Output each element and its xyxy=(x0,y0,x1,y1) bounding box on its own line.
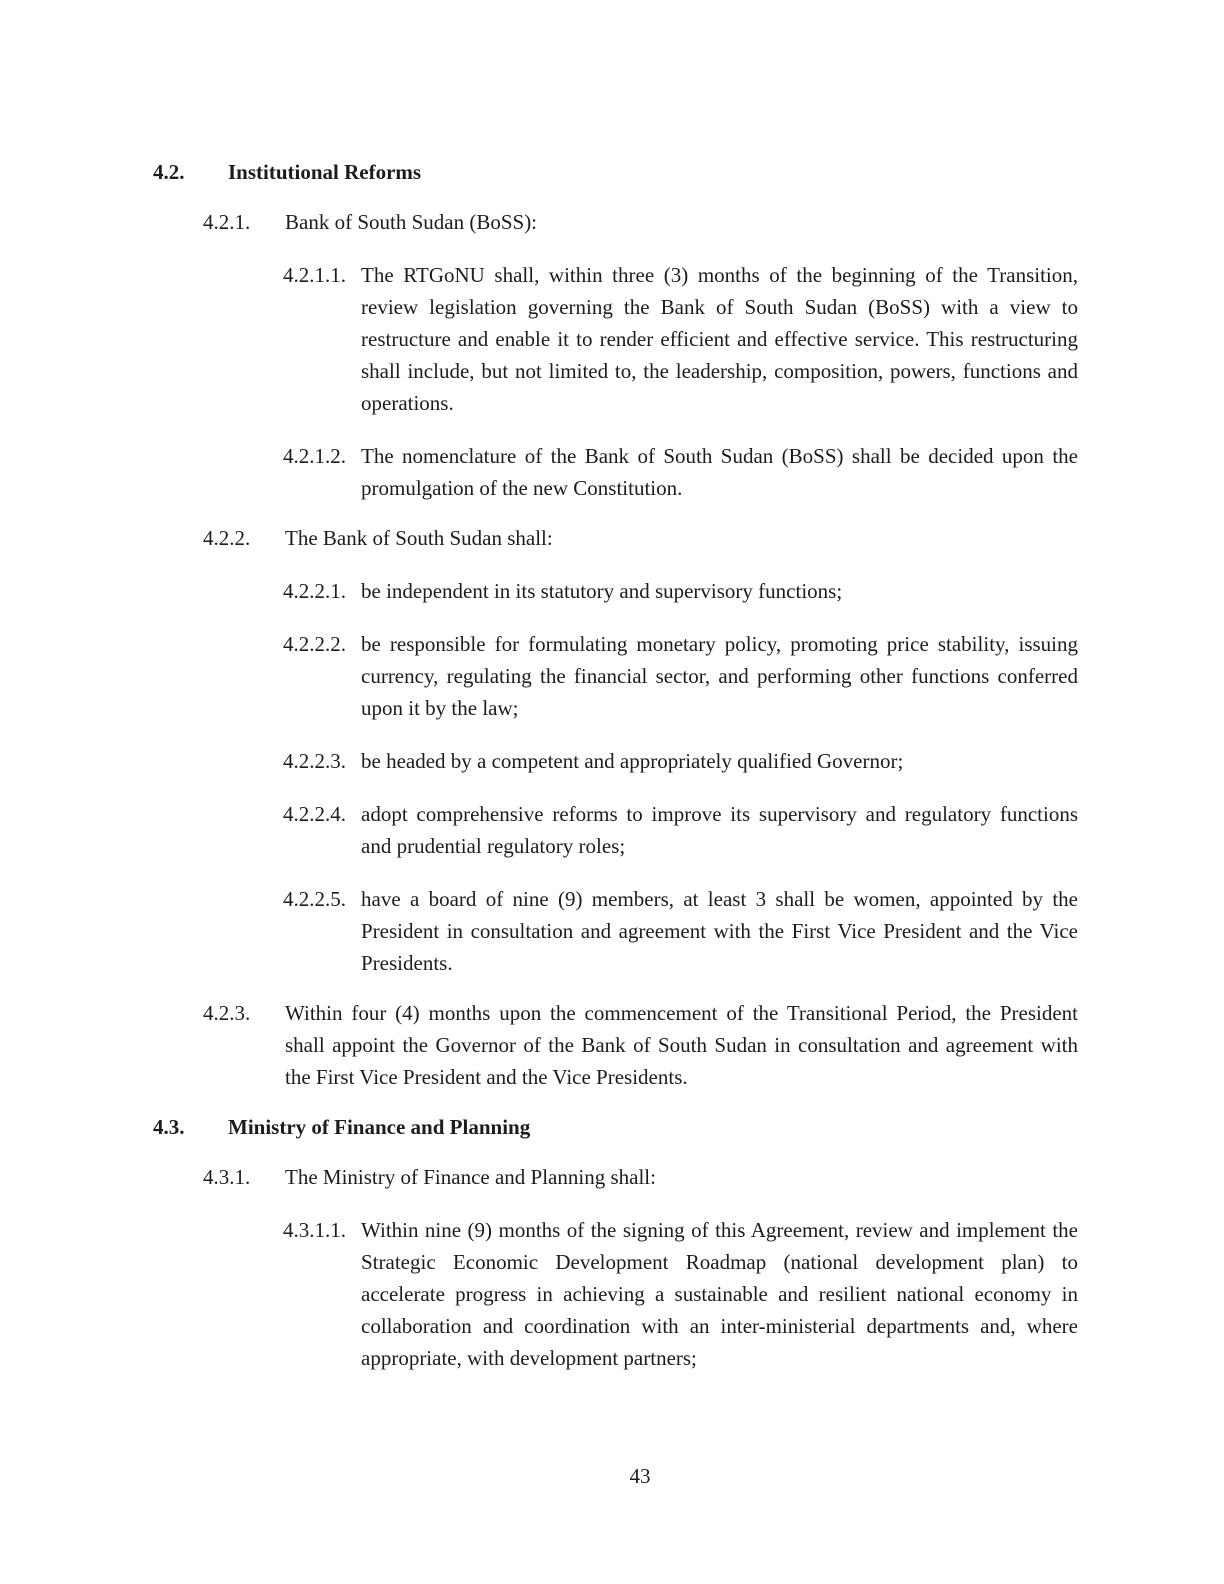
clause-number: 4.2.2.3. xyxy=(283,749,346,773)
clause-number: 4.3.1.1. xyxy=(283,1218,346,1242)
clause-text: The Ministry of Finance and Planning shall: xyxy=(285,1165,656,1189)
clause-4-2-1-1 xyxy=(283,259,1078,419)
clause-text: The RTGoNU shall, within three (3) months of the beginning of the Transition, review legislation governing the Bank of South Sudan (BoSS) with a view to restructure and enable it to render efficient and effective service. This restructuring shall include, but not limited to, the leadership, composition, powers, functions and operations. xyxy=(361,263,1078,415)
clause-number: 4.2.2.4. xyxy=(283,802,346,826)
clause-number: 4.2.2.1. xyxy=(283,579,346,603)
clause-4-2-2-2 xyxy=(283,628,1078,724)
section-title: Institutional Reforms xyxy=(228,160,422,184)
clause-number: 4.2.1.2. xyxy=(283,444,346,468)
clause-number: 4.2.2. xyxy=(203,526,251,550)
clause-4-3-1 xyxy=(203,1161,1078,1193)
section-number: 4.2. xyxy=(153,160,185,184)
clause-4-2-2-3 xyxy=(283,745,1078,777)
clause-text: be headed by a competent and appropriately qualified Governor; xyxy=(361,749,904,773)
clause-number: 4.3.1. xyxy=(203,1165,251,1189)
clause-number: 4.2.2.2. xyxy=(283,632,346,656)
section-heading-4-3 xyxy=(153,1111,1078,1143)
clause-number: 4.2.2.5. xyxy=(283,887,346,911)
clause-4-2-1 xyxy=(203,206,1078,238)
clause-text: Bank of South Sudan (BoSS): xyxy=(285,210,538,234)
clause-number: 4.2.3. xyxy=(203,1001,251,1025)
clause-4-2-2-1 xyxy=(283,575,1078,607)
clause-text: have a board of nine (9) members, at least 3 shall be women, appointed by the President in consultation and agreement with the First Vice President and the Vice Presidents. xyxy=(361,887,1078,975)
clause-4-2-2 xyxy=(203,522,1078,554)
clause-text: Within four (4) months upon the commencement of the Transitional Period, the President shall appoint the Governor of the Bank of South Sudan in consultation and agreement with the First Vice President and the Vice Presidents. xyxy=(285,1001,1078,1089)
clause-4-3-1-1 xyxy=(283,1214,1078,1374)
section-title: Ministry of Finance and Planning xyxy=(228,1115,531,1139)
clause-number: 4.2.1. xyxy=(203,210,251,234)
clause-4-2-1-2 xyxy=(283,440,1078,504)
clause-text: adopt comprehensive reforms to improve its supervisory and regulatory functions and prudential regulatory roles; xyxy=(361,802,1078,858)
clause-text: be responsible for formulating monetary policy, promoting price stability, issuing currency, regulating the financial sector, and performing other functions conferred upon it by the law; xyxy=(361,632,1078,720)
clause-number: 4.2.1.1. xyxy=(283,263,346,287)
clause-text: be independent in its statutory and supervisory functions; xyxy=(361,579,843,603)
clause-text: Within nine (9) months of the signing of this Agreement, review and implement the Strategic Economic Development Roadmap (national development plan) to accelerate progress in achieving a sustainable and resilient national economy in collaboration and coordination with an inter-ministerial departments and, where appropriate, with development partners; xyxy=(361,1218,1078,1370)
section-heading-4-2 xyxy=(153,156,1078,188)
clause-text: The nomenclature of the Bank of South Sudan (BoSS) shall be decided upon the promulgation of the new Constitution. xyxy=(361,444,1078,500)
section-number: 4.3. xyxy=(153,1115,185,1139)
clause-4-2-3 xyxy=(203,997,1078,1093)
clause-4-2-2-5 xyxy=(283,883,1078,979)
clause-4-2-2-4 xyxy=(283,798,1078,862)
clause-text: The Bank of South Sudan shall: xyxy=(285,526,553,550)
page-number: 43 xyxy=(629,1464,651,1488)
